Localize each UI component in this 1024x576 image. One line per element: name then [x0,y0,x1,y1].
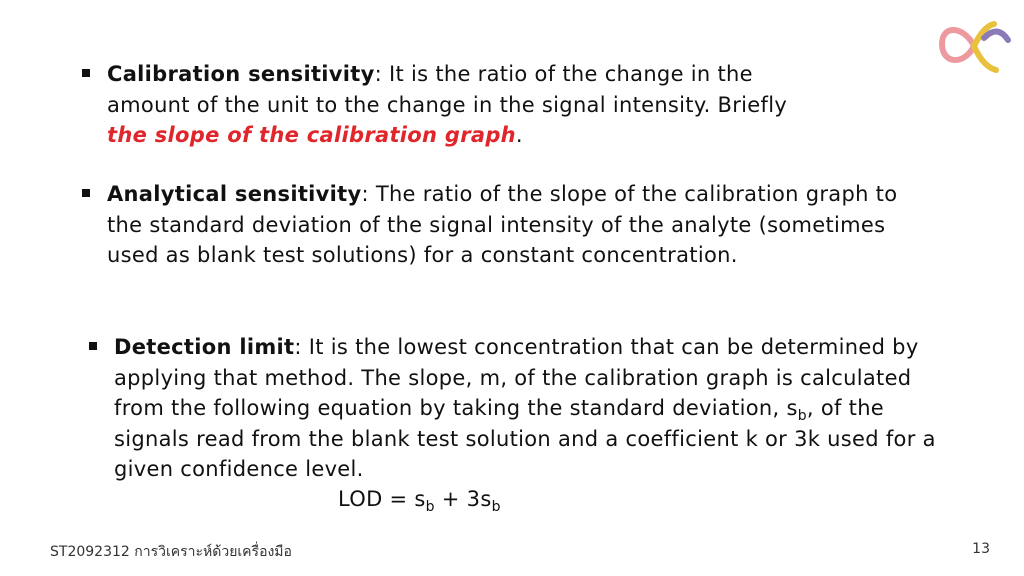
formula-sub-2: b [491,499,501,515]
footer-course: ST2092312 การวิเคราะห์ด้วยเครื่องมือ [50,544,292,560]
term-calibration-sensitivity: Calibration sensitivity [107,62,375,86]
bullet-text: : It is the ratio of the change in the amount of the unit to the change in the signal intensity. Briefly [107,62,788,117]
bullet-text-tail: . [515,123,523,148]
bullet-text: : It is the lowest concentration that can be determined by applying that method. The slope, m, of the calibration graph is calculated from the following equation by taking the standard deviation, s [114,335,919,421]
page-number: 13 [972,541,990,557]
formula-lhs: LOD = s [338,487,426,511]
formula-sub-1: b [425,499,435,515]
bullet-text-after: , of the signals read from the blank test solution and a coefficient k or 3k used for a given confidence level. [114,396,936,482]
bullet-analytical-sensitivity [107,179,937,271]
highlight-text: the slope of the calibration graph [107,123,516,148]
term-detection-limit: Detection limit [114,335,295,359]
term-analytical-sensitivity: Analytical sensitivity [107,182,362,206]
bullet-detection-limit [114,332,954,485]
alpha-logo-icon [934,16,1014,76]
bullet-text: : The ratio of the slope of the calibration graph to the standard deviation of the signal intensity of the analyte (sometimes used as blank test solutions) for a constant concentration. [107,182,898,268]
lod-formula [338,487,501,515]
formula-mid: + 3s [434,487,492,511]
bullet-calibration-sensitivity [107,59,827,151]
subscript-b: b [797,408,807,425]
